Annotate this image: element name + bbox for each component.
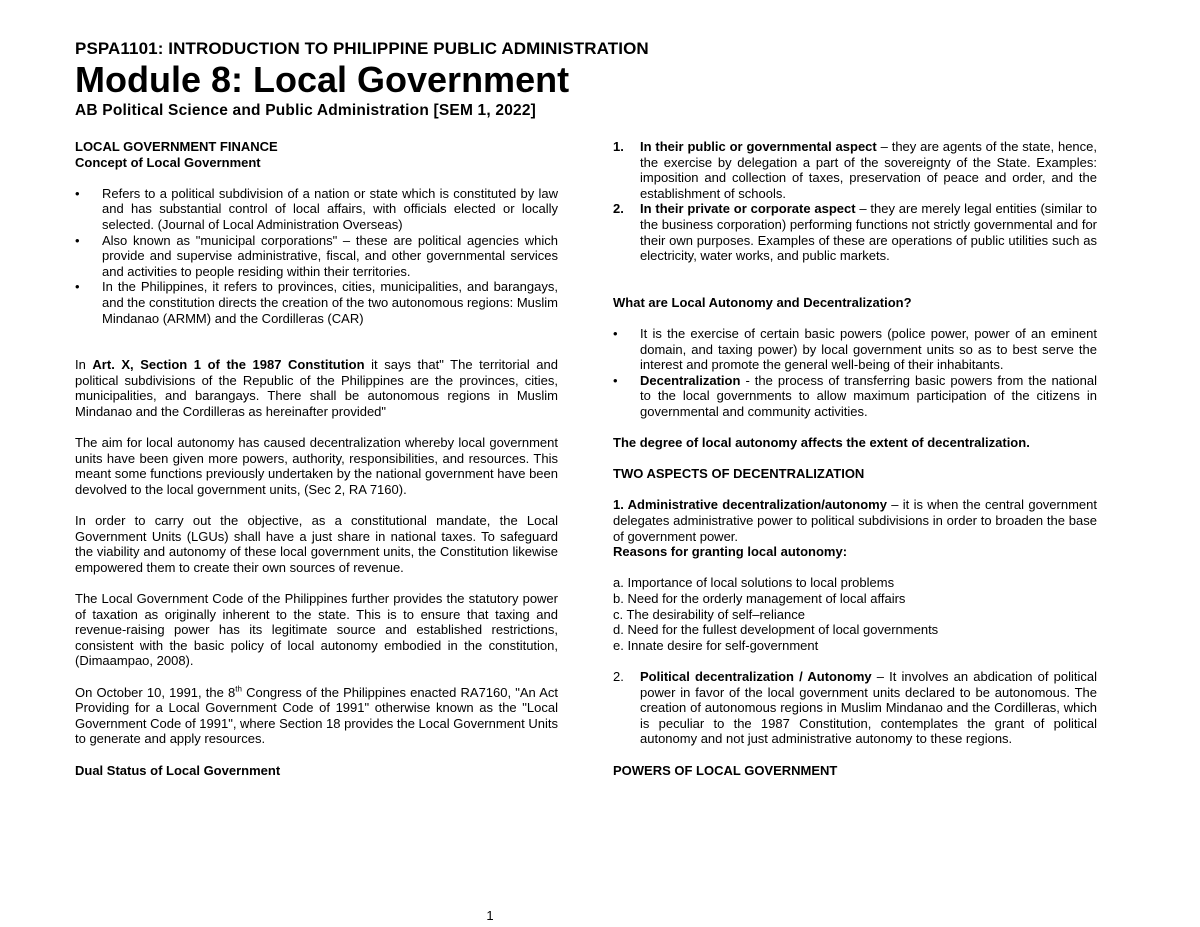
reasons-heading: Reasons for granting local autonomy: [613, 544, 848, 560]
section-heading-concept: Concept of Local Government [75, 154, 261, 170]
section-heading-finance: LOCAL GOVERNMENT FINANCE [75, 139, 278, 154]
paragraph-order: In order to carry out the objective, as a constitutional mandate, the Local Government Units (LGUs) shall have a just share in national taxes. To safeguard the viability and autonomy of these local government units, the Constitution likewise empowered them to create their own sources of revenue. [75, 513, 558, 575]
bullet-icon: • [75, 232, 80, 248]
bullet-icon: • [75, 185, 80, 201]
left-column [75, 139, 558, 778]
list-item: e. Innate desire for self-government [613, 637, 819, 653]
paragraph-administrative: 1. Administrative decentralization/autonomy – it is when the central government delegates administrative power to political subdivisions in order to broaden the base of government power. [613, 497, 1097, 544]
module-title: Module 8: Local Government [75, 59, 570, 100]
section-heading-two-aspects: TWO ASPECTS OF DECENTRALIZATION [613, 466, 865, 482]
concept-bullet-list [75, 186, 558, 326]
section-heading-dual-status: Dual Status of Local Government [75, 762, 281, 778]
list-item: • Also known as "municipal corporations" – these are political agencies which provide and supervise administrative, fiscal, and other governmental services and activities to people residing within their territories. [75, 232, 558, 279]
reasons-list [613, 575, 1097, 653]
list-item: b. Need for the orderly management of local affairs [613, 591, 906, 607]
section-heading-powers: POWERS OF LOCAL GOVERNMENT [613, 762, 838, 778]
list-item: d. Need for the fullest development of local governments [613, 622, 939, 638]
list-item: 1. In their public or governmental aspect – they are agents of the state, hence, the exercise by delegation a part of the sovereignty of the State. Examples: imposition and collection of taxes, preservation of peace and order, and the establishment of schools. [613, 139, 1097, 201]
bullet-icon: • [613, 325, 618, 341]
bullet-icon: • [75, 279, 80, 295]
paragraph-aim: The aim for local autonomy has caused decentralization whereby local government units have been given more powers, authority, responsibilities, and resources. This meant some functions previously undertaken by the national government have been devolved to the local government units, (Sec 2, RA 7160). [75, 435, 558, 497]
paragraph-constitution: In Art. X, Section 1 of the 1987 Constitution it says that" The territorial and political subdivisions of the Republic of the Philippines are the provinces, cities, municipalities, and barangays. There shall be autonomous regions in Muslim Mindanao and the Cordilleras as hereinafter provided" [75, 357, 558, 419]
document-header [75, 38, 1125, 121]
right-column [613, 139, 1097, 778]
list-item: a. Importance of local solutions to local problems [613, 575, 895, 591]
list-item: 2. Political decentralization / Autonomy – It involves an abdication of political power in favor of the local government units declared to be autonomous. The creation of autonomous regions in Muslim Mindanao and the Cordilleras, which is peculiar to the 1987 Constitution, contemplates the grant of political autonomy and not just administrative autonomy to these regions. [613, 669, 1097, 747]
course-title: PSPA1101: INTRODUCTION TO PHILIPPINE PUBLIC ADMINISTRATION [75, 39, 649, 58]
list-item: • It is the exercise of certain basic powers (police power, power of an eminent domain, and taxing power) by local government units so as to best serve the interest and promote the general well-being of their inhabitants. [613, 325, 1097, 373]
aspect-list [613, 139, 1097, 264]
degree-statement: The degree of local autonomy affects the extent of decentralization. [613, 435, 1030, 451]
paragraph-october: On October 10, 1991, the 8th Congress of the Philippines enacted RA7160, "An Act Providing for a Local Government Code of 1991" otherwise known as the "Local Government Code of 1991", where Section 18 provides the Local Government Units to generate and apply resources. [75, 684, 558, 747]
section-heading-autonomy: What are Local Autonomy and Decentralization? [613, 294, 912, 310]
list-item: • In the Philippines, it refers to provinces, cities, municipalities, and barangays, and the constitution directs the creation of the two autonomous regions: Muslim Mindanao (ARMM) and the Cordilleras (CAR) [75, 279, 558, 326]
paragraph-code: The Local Government Code of the Philippines further provides the statutory power of taxation as originally inherent to the state. This is to ensure that taxing and revenue-raising power has its legitimate source and established restrictions, consistent with the basic policy of local autonomy embodied in the constitution, (Dimaampao, 2008). [75, 591, 558, 669]
list-item: c. The desirability of self–reliance [613, 606, 805, 622]
page-number: 1 [486, 908, 494, 923]
list-item: • Decentralization - the process of transferring basic powers from the national to the local governments to allow maximum participation of the citizens in governmental and community activities. [613, 372, 1097, 419]
political-list [613, 669, 1097, 747]
program-subtitle: AB Political Science and Public Administration [SEM 1, 2022] [75, 102, 537, 119]
list-item: 2. In their private or corporate aspect – they are merely legal entities (similar to the business corporation) performing functions not strictly governmental and for their own purposes. Examples of these are operations of public utilities such as electricity, water works, and public markets. [613, 201, 1097, 264]
bullet-icon: • [613, 372, 618, 388]
list-item: • Refers to a political subdivision of a nation or state which is constituted by law and has substantial control of local affairs, with officials elected or locally selected. (Journal of Local Administration Overseas) [75, 185, 558, 232]
autonomy-bullet-list [613, 326, 1097, 420]
